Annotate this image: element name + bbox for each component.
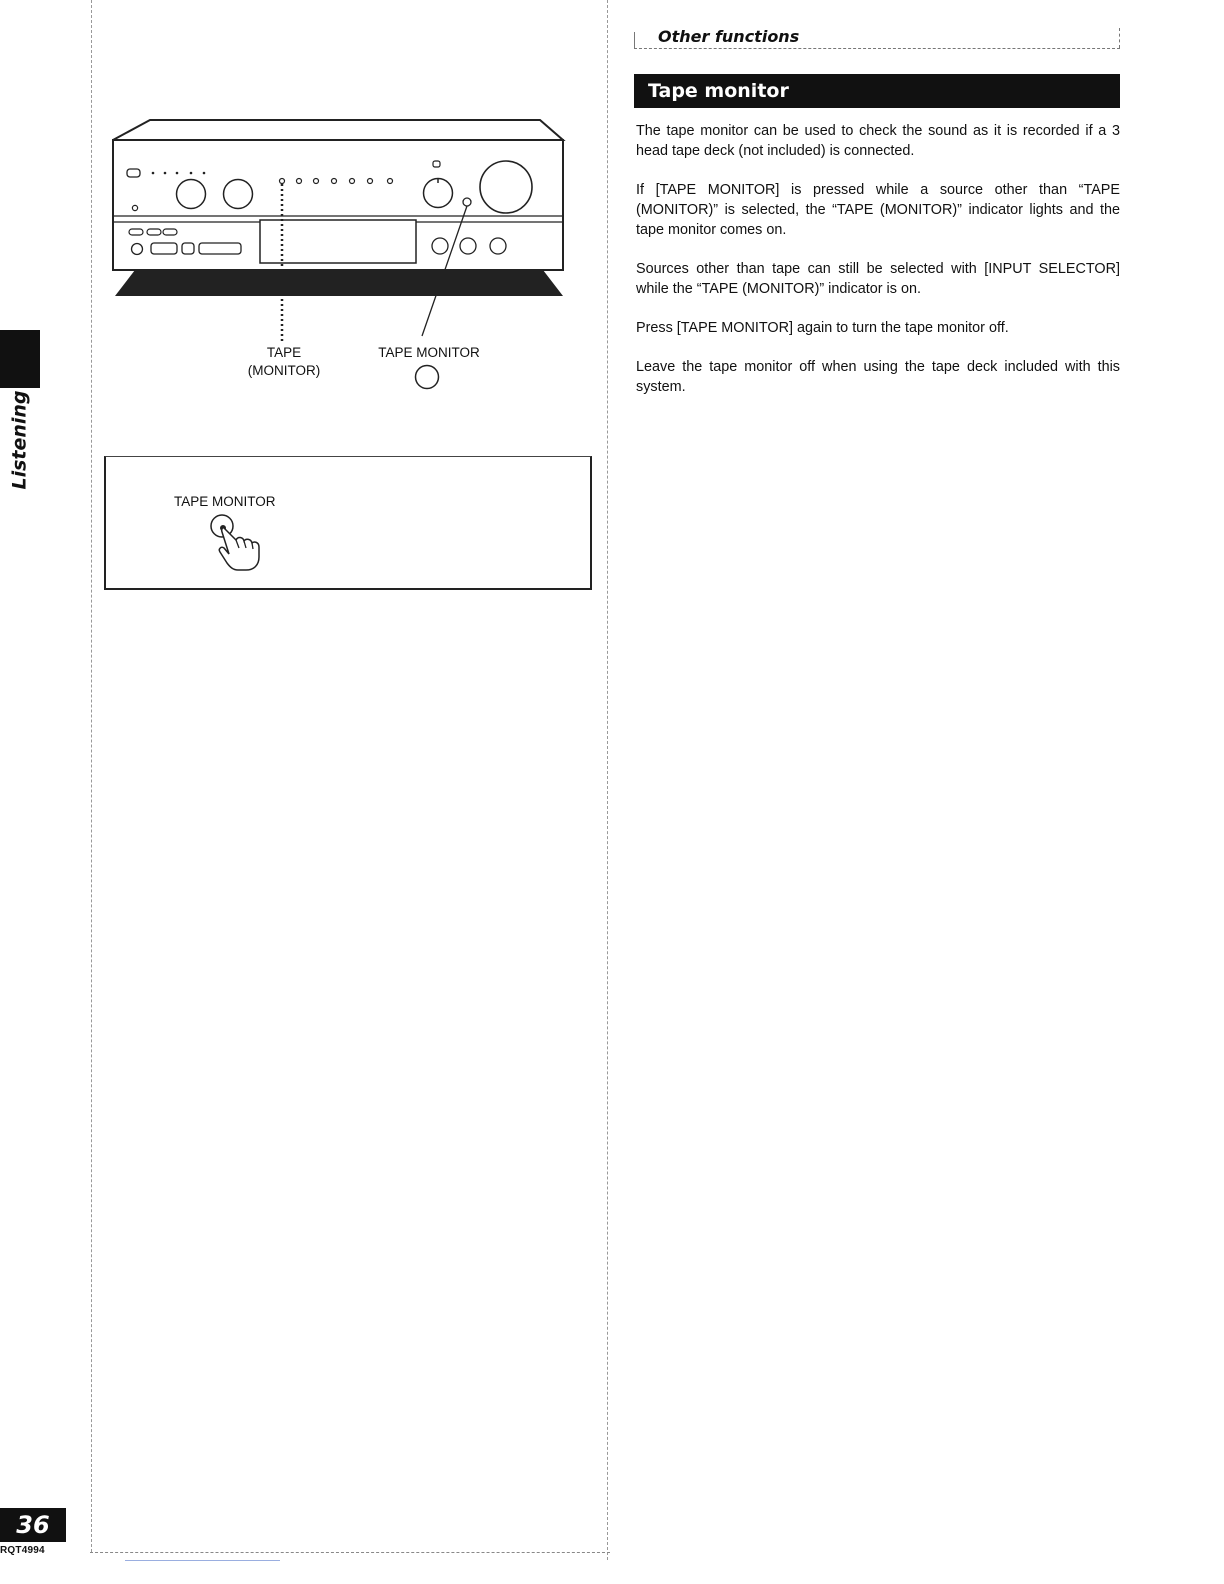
tape-monitor-button-icon [413,363,441,391]
page-number: 36 [0,1508,66,1542]
page-title: Tape monitor [634,74,1120,108]
paragraph: Press [TAPE MONITOR] again to turn the tape monitor off. [636,320,1009,336]
section-header-text: Other functions [658,27,800,46]
body-text [636,121,1120,416]
footer-accent-rule [125,1560,280,1561]
left-column-rule [91,0,92,1552]
instruction-button-label: TAPE MONITOR [174,494,276,509]
paragraph: The tape monitor can be used to check the sound as it is recorded if a 3 head tape deck (not included) is connected. [636,123,1120,159]
document-code: RQT4994 [0,1545,45,1556]
section-header [634,26,1120,49]
paragraph: Leave the tape monitor off when using the tape deck included with this system. [636,359,1120,395]
paragraph: If [TAPE MONITOR] is pressed while a source other than “TAPE (MONITOR)” is selected, the “TAPE (MONITOR)” indicator lights and the tape monitor comes on. [636,182,1120,238]
tape-monitor-button-label: TAPE MONITOR [378,345,480,360]
paragraph: Sources other than tape can still be selected with [INPUT SELECTOR] while the “TAPE (MONITOR)” indicator is on. [636,261,1120,297]
footer-rule [90,1552,610,1553]
press-button-hand-icon [200,508,272,574]
section-tab-label: Listening [9,390,32,490]
instruction-box [104,456,592,590]
center-column-rule [607,0,608,1560]
section-tab-marker [0,330,40,388]
receiver-front-panel-illustration [95,110,595,400]
tape-monitor-indicator-label: TAPE (MONITOR) [247,345,321,378]
